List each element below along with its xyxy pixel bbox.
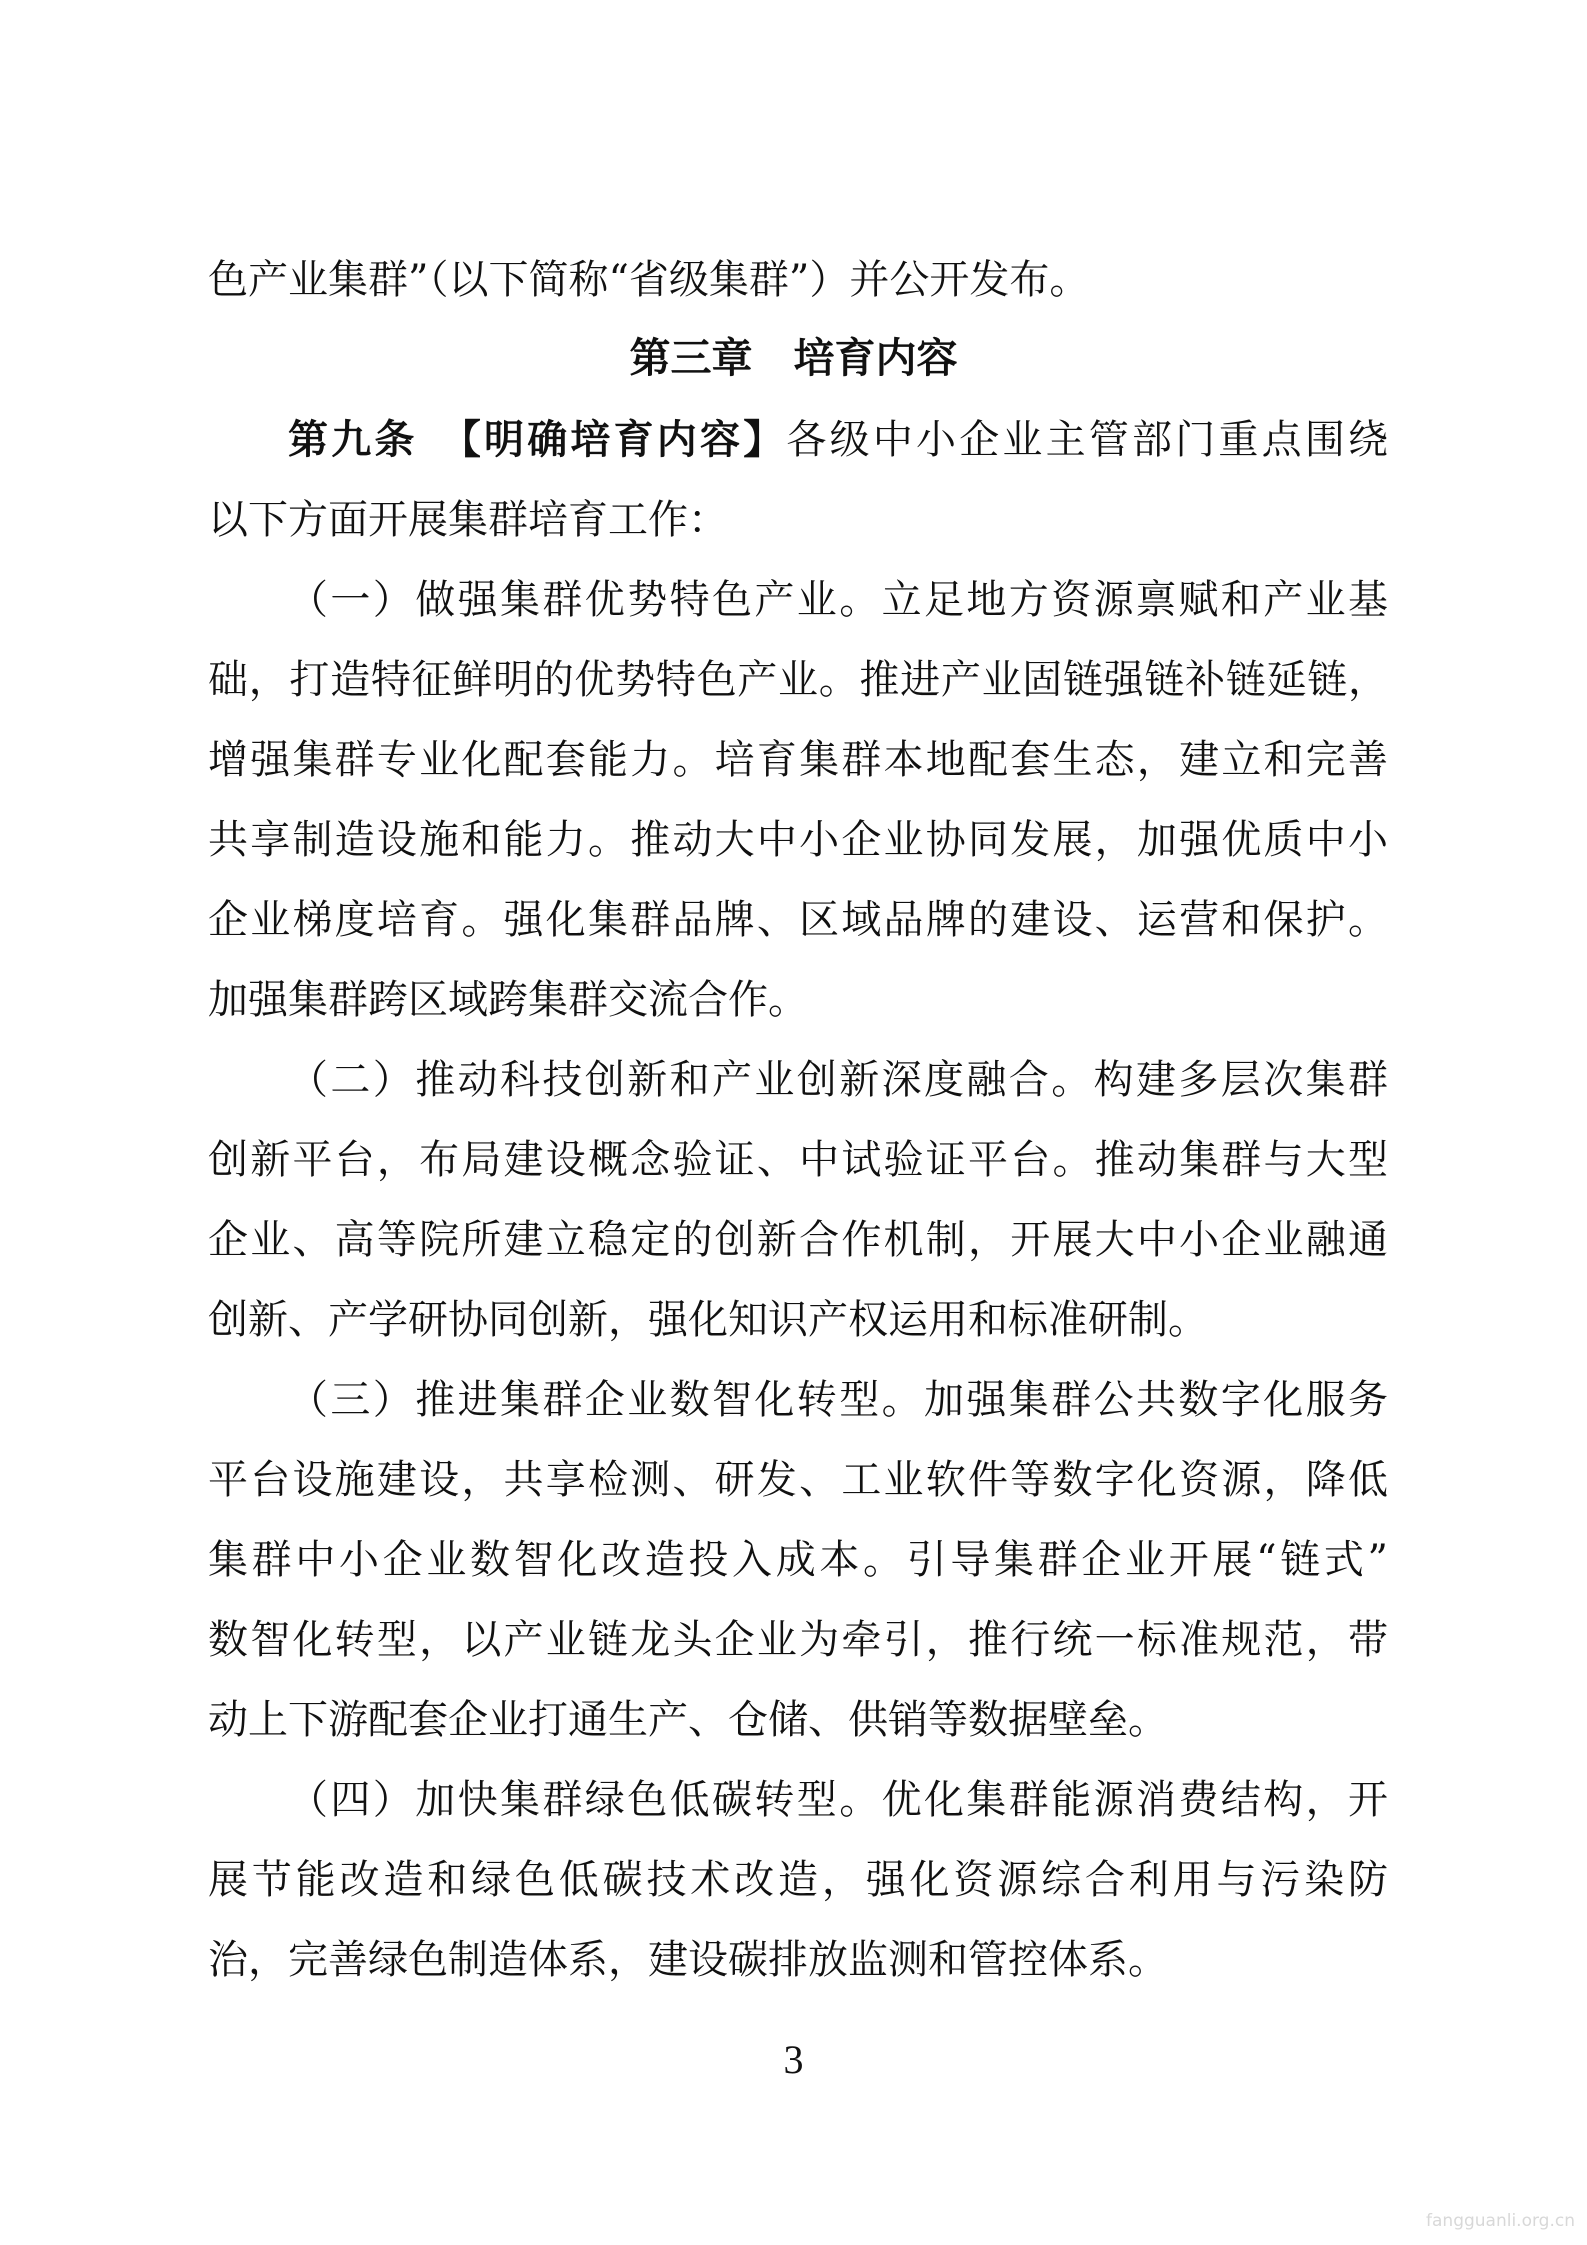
item-1-line: 共享制造设施和能力。推动大中小企业协同发展，加强优质中小 (208, 817, 1388, 863)
continued-line: 色产业集群”（以下简称“省级集群”）并公开发布。 (208, 257, 1090, 303)
item-4-line: 展节能改造和绿色低碳技术改造，强化资源综合利用与污染防 (208, 1857, 1388, 1903)
article-9-title: 【明确培育内容】 (460, 417, 787, 463)
item-3-line: 数智化转型，以产业链龙头企业为牵引，推行统一标准规范，带 (208, 1617, 1388, 1663)
article-9-text: 各级中小企业主管部门重点围绕 (786, 417, 1388, 463)
watermark: fangguanli.org.cn (1426, 2211, 1575, 2231)
item-2-line: （二）推动科技创新和产业创新深度融合。构建多层次集群 (288, 1057, 1388, 1103)
item-3-line: 动上下游配套企业打通生产、仓储、供销等数据壁垒。 (208, 1697, 1168, 1743)
chapter-title: 第三章 培育内容 (629, 334, 958, 382)
item-1-line: 础，打造特征鲜明的优势特色产业。推进产业固链强链补链延链， (208, 657, 1388, 703)
article-9-first-line (288, 400, 1388, 480)
item-2-line: 创新平台，布局建设概念验证、中试验证平台。推动集群与大型 (208, 1137, 1388, 1183)
item-4-line: 治，完善绿色制造体系，建设碳排放监测和管控体系。 (208, 1937, 1168, 1983)
item-3-line: 集群中小企业数智化改造投入成本。引导集群企业开展“链式” (208, 1537, 1388, 1583)
article-9-line: 以下方面开展集群培育工作： (208, 497, 728, 543)
item-2-line: 企业、高等院所建立稳定的创新合作机制，开展大中小企业融通 (208, 1217, 1388, 1263)
item-3-line: 平台设施建设，共享检测、研发、工业软件等数字化资源，降低 (208, 1457, 1388, 1503)
item-1-line: 企业梯度培育。强化集群品牌、区域品牌的建设、运营和保护。 (208, 897, 1388, 943)
article-9-number: 第九条 (288, 417, 418, 463)
item-1-line: 加强集群跨区域跨集群交流合作。 (208, 977, 808, 1023)
page-number: 3 (783, 2037, 804, 2082)
item-4-line: （四）加快集群绿色低碳转型。优化集群能源消费结构，开 (288, 1777, 1388, 1823)
item-2-line: 创新、产学研协同创新，强化知识产权运用和标准研制。 (208, 1297, 1208, 1343)
item-1-line: （一）做强集群优势特色产业。立足地方资源禀赋和产业基 (288, 577, 1388, 623)
item-3-line: （三）推进集群企业数智化转型。加强集群公共数字化服务 (288, 1377, 1388, 1423)
item-1-line: 增强集群专业化配套能力。培育集群本地配套生态，建立和完善 (208, 737, 1388, 783)
